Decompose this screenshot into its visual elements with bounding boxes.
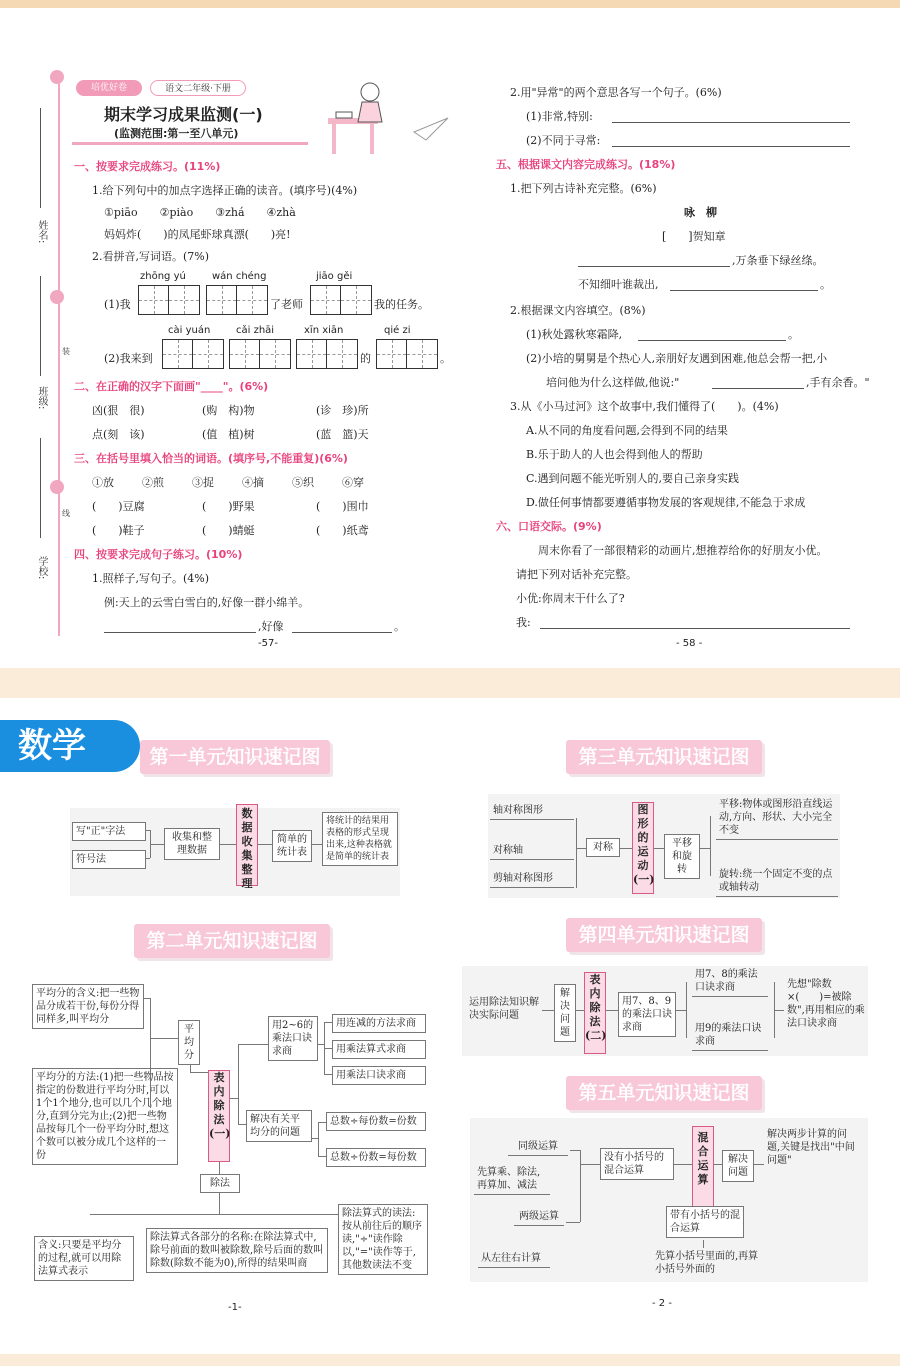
- u2-conn-18: [318, 1156, 326, 1157]
- s2-r1-c1[interactable]: 凶(狠 很): [92, 404, 145, 417]
- row2-prefix: (2)我来到: [104, 352, 153, 365]
- s4-q1: 1.照样子,写句子。(4%): [92, 572, 210, 585]
- s4-answer-blank-2[interactable]: [292, 632, 392, 633]
- s3-r1-c1[interactable]: ( )豆腐: [92, 500, 145, 513]
- s1-q1: 1.给下列句中的加点字选择正确的读音。(填序号)(4%): [92, 184, 358, 197]
- u3-conn-6: [700, 848, 710, 849]
- u3-node-rotate-def: 旋转:绕一个固定不变的点或轴转动: [716, 866, 838, 897]
- s2-r1-c2[interactable]: (购 构)物: [202, 404, 255, 417]
- u2-node-average-method: 平均分的方法:(1)把一些物品按指定的份数进行平均分时,可以1个1个地分,也可以几个几个地分,直到分完为止;(2)把一些物品按每几个一份平均分时,想这个数可以被分成几个这样的一份: [32, 1068, 178, 1165]
- s6-title: 六、口语交际。(9%): [496, 520, 602, 533]
- s5-q2-1-blank[interactable]: [638, 340, 786, 341]
- u3-center: 图形的运动(一): [632, 802, 654, 894]
- u5-node-left-to-right: 从左往右计算: [478, 1250, 550, 1268]
- unit5-title: 第五单元知识速记图: [566, 1076, 762, 1110]
- u5-conn-5: [674, 1164, 692, 1165]
- page-number-58: - 58 -: [676, 638, 703, 649]
- poem-author[interactable]: [ ]贺知章: [662, 230, 726, 243]
- u2-conn-4: [190, 1064, 191, 1072]
- u2-node-division: 除法: [200, 1174, 240, 1193]
- s3-r1-c3[interactable]: ( )围巾: [316, 500, 369, 513]
- math-mindmap-spread: [0, 698, 900, 1354]
- u5-node-solve: 解决问题: [722, 1150, 754, 1182]
- u2-conn-1: [150, 998, 151, 1108]
- s3-opt-1: ①放: [92, 476, 114, 489]
- u5-conn-7: [754, 1164, 764, 1165]
- u2-center: 表内除法(一): [208, 1070, 230, 1162]
- s6-dialog-me: 我:: [516, 616, 531, 629]
- s1-title: 一、按要求完成练习。(11%): [74, 160, 221, 173]
- u1-node-tally: 写"正"字法: [72, 822, 146, 841]
- u1-node-collect: 收集和整理数据: [164, 828, 220, 860]
- unit3-title: 第三单元知识速记图: [566, 740, 762, 774]
- writing-grid-5[interactable]: [229, 339, 291, 369]
- writing-grid-7[interactable]: [376, 339, 438, 369]
- u1-node-definition: 将统计的结果用表格的形式呈现出来,这种表格就是简单的统计表: [322, 812, 398, 866]
- unit1-title: 第一单元知识速记图: [140, 740, 330, 774]
- class-label: 班级:: [36, 386, 47, 410]
- poem-line2-end: 。: [820, 278, 831, 291]
- header-tag-grade: 语文二年级·下册: [150, 80, 246, 96]
- name-field-line[interactable]: [40, 108, 41, 208]
- u2-formula-2: 总数÷份数=每份数: [326, 1148, 426, 1167]
- u4-node-apply: 运用除法知识解决实际问题: [469, 997, 539, 1021]
- r-q2-2-blank[interactable]: [612, 146, 850, 147]
- s5-q3-option-d[interactable]: D.做任何事情都要遵循事物发展的客观规律,不能急于求成: [526, 496, 806, 509]
- u2-conn-8: [238, 1044, 268, 1045]
- u1-conn-3: [146, 858, 150, 859]
- poem-line1: ,万条垂下绿丝绦。: [732, 254, 824, 267]
- s3-r1-c2[interactable]: ( )野果: [202, 500, 255, 513]
- cut-mark-2: 线: [62, 509, 70, 518]
- u5-center: 混合运算: [692, 1126, 714, 1214]
- poem-title: 咏 柳: [684, 206, 717, 219]
- u3-conn-1: [576, 818, 577, 888]
- s5-q3-option-b[interactable]: B.乐于助人的人也会得到他人的帮助: [526, 448, 703, 461]
- poem-line2: 不知细叶谁裁出,: [578, 278, 659, 291]
- s5-title: 五、根据课文内容完成练习。(18%): [496, 158, 676, 171]
- s4-blank-end: 。: [394, 620, 405, 633]
- u3-node-translate-def: 平移:物体或图形沿直线运动,方向、形状、大小完全不变: [716, 796, 838, 840]
- u5-node-multiply-first: 先算乘、除法,再算加、减法: [474, 1164, 550, 1195]
- u3-node-axis: 对称轴: [490, 842, 574, 860]
- pinyin-3: jiāo gěi: [316, 271, 353, 282]
- u2-node-average-def: 平均分的含义:把一些物品分成若干份,每份分得同样多,叫平均分: [32, 984, 144, 1029]
- u2-conn-16: [312, 1138, 318, 1139]
- u2-formula-1: 总数÷每份数=份数: [326, 1112, 426, 1131]
- s6-answer-blank[interactable]: [540, 628, 850, 629]
- subject-banner-math: 数学: [0, 720, 140, 772]
- pinyin-2: wán chéng: [212, 271, 267, 282]
- u2-conn-3: [150, 1038, 178, 1039]
- pinyin-7: qié zi: [384, 325, 411, 336]
- u2-node-subtract: 用连减的方法求商: [332, 1014, 426, 1033]
- u2-conn-11: [318, 1044, 324, 1045]
- chinese-exam-spread: [0, 8, 900, 668]
- binding-line: [58, 76, 60, 636]
- u5-conn-4: [580, 1164, 600, 1165]
- s5-q2-2a: (2)小培的舅舅是个热心人,亲朋好友遇到困难,他总会帮一把,小: [526, 352, 828, 365]
- u2-node-pingjunfen: 平均分: [178, 1020, 200, 1065]
- u5-node-bracket-first: 先算小括号里面的,再算小括号外面的: [655, 1251, 759, 1275]
- u2-node-table-quotient: 用2~6的乘法口诀求商: [268, 1016, 318, 1061]
- s5-q3: 3.从《小马过河》这个故事中,我们懂得了( )。(4%): [510, 400, 779, 413]
- u4-node-78: 用7、8的乘法口诀求商: [692, 966, 768, 997]
- u2-conn-7: [238, 1044, 239, 1124]
- u2-conn-12: [324, 1022, 332, 1023]
- row1-middle: 了老师: [270, 298, 303, 311]
- pinyin-1: zhōng yú: [140, 271, 186, 282]
- s5-q1: 1.把下列古诗补充完整。(6%): [510, 182, 657, 195]
- row2-middle: 的: [360, 352, 371, 365]
- school-label: 学校:: [36, 556, 47, 580]
- cut-mark-1: 装: [62, 347, 70, 356]
- title-underline: [72, 142, 308, 145]
- exam-subtitle: (监测范围:第一至八单元): [114, 127, 239, 140]
- s1-q1-sentence[interactable]: 妈妈炸( )的凤尾虾球真漂( )亮!: [104, 228, 291, 241]
- u3-node-axis-figure: 轴对称图形: [490, 802, 574, 820]
- u2-conn-20: [219, 1192, 220, 1214]
- u2-conn-19: [219, 1162, 220, 1174]
- header-tag-brand: 培优好卷: [76, 80, 142, 96]
- u4-node-solve: 解决问题: [554, 984, 576, 1042]
- s6-para1: 周末你看了一部很精彩的动画片,想推荐给你的好朋友小优。: [538, 544, 828, 557]
- s5-q2-2c: ,手有余香。": [806, 376, 870, 389]
- unit4-title: 第四单元知识速记图: [566, 918, 762, 952]
- pinyin-4: cài yuán: [168, 325, 211, 336]
- s2-r2-c1[interactable]: 点(刻 该): [92, 428, 145, 441]
- writing-grid-1[interactable]: [138, 285, 200, 315]
- u3-conn-3: [620, 848, 632, 849]
- u2-conn-15: [318, 1122, 319, 1156]
- u2-node-multiply-expr: 用乘法算式求商: [332, 1040, 426, 1059]
- s3-title: 三、在括号里填入恰当的词语。(填序号,不能重复)(6%): [74, 452, 348, 465]
- unit2-title: 第二单元知识速记图: [134, 924, 330, 958]
- u3-conn-2: [576, 848, 586, 849]
- page-number-2: - 2 -: [652, 1298, 672, 1309]
- u2-conn-5: [190, 1072, 208, 1073]
- u5-conn-2: [570, 1150, 580, 1151]
- r-q2-2: (2)不同于寻常:: [526, 134, 601, 147]
- u4-center: 表内除法(二): [584, 972, 606, 1054]
- u1-conn-5: [220, 844, 236, 845]
- top-band: [0, 0, 900, 8]
- u5-conn-6: [714, 1164, 722, 1165]
- u1-conn-7: [312, 844, 322, 845]
- s3-opt-5: ⑤织: [292, 476, 314, 489]
- u4-node-9: 用9的乘法口诀求商: [692, 1020, 768, 1051]
- pinyin-6: xīn xiān: [304, 325, 344, 336]
- u3-node-translate-rotate: 平移和旋转: [664, 834, 700, 879]
- row1-suffix: 我的任务。: [374, 298, 429, 311]
- u3-node-symmetry: 对称: [586, 838, 620, 857]
- s3-r2-c1[interactable]: ( )鞋子: [92, 524, 145, 537]
- s2-title: 二、在正确的汉字下面画"____"。(6%): [74, 380, 269, 393]
- u5-node-no-bracket: 没有小括号的混合运算: [600, 1148, 674, 1180]
- u1-conn-2: [146, 830, 150, 831]
- s5-q2-2b: 培问他为什么这样做,他说:": [546, 376, 680, 389]
- s3-opt-3: ③捉: [192, 476, 214, 489]
- u5-conn-3: [566, 1222, 580, 1223]
- u5-node-with-bracket: 带有小括号的混合运算: [666, 1206, 744, 1238]
- s1-q1-options: ①piāo ②piào ③zhá ④zhà: [104, 206, 296, 219]
- s5-q3-option-a[interactable]: A.从不同的角度看问题,会得到不同的结果: [526, 424, 728, 437]
- s4-answer-blank-1[interactable]: [104, 632, 256, 633]
- page-number-1: -1-: [228, 1302, 242, 1313]
- u2-conn-6: [230, 1098, 238, 1099]
- name-label: 姓名:: [36, 220, 47, 244]
- row1-prefix: (1)我: [104, 298, 131, 311]
- class-field-line[interactable]: [40, 276, 41, 376]
- s3-opt-2: ②煎: [142, 476, 164, 489]
- u4-node-method: 先想"除数×( )=被除数",再用相应的乘法口诀求商: [787, 979, 865, 1029]
- u2-node-names: 除法算式各部分的名称:在除法算式中,除号前面的数叫被除数,除号后面的数叫除数(除数不能为0),所得的结果叫商: [146, 1228, 328, 1273]
- u5-conn-9: [703, 1240, 704, 1248]
- r-q2: 2.用"异常"的两个意思各写一个句子。(6%): [510, 86, 722, 99]
- row2-suffix: 。: [440, 352, 451, 365]
- u4-conn-5: [676, 1010, 686, 1011]
- u4-conn-7: [774, 1010, 784, 1011]
- s5-q3-option-c[interactable]: C.遇到问题不能光听别人的,要自己亲身实践: [526, 472, 740, 485]
- u4-conn-1: [542, 1010, 554, 1011]
- s4-blank-mid: ,好像: [258, 620, 284, 633]
- u2-conn-2: [144, 998, 150, 999]
- u2-node-meaning: 含义:只要是平均分的过程,就可以用除法算式表示: [34, 1236, 134, 1281]
- s1-q2: 2.看拼音,写词语。(7%): [92, 250, 210, 263]
- s4-example: 例:天上的云雪白雪白的,好像一群小绵羊。: [104, 596, 310, 609]
- u2-conn-14: [324, 1074, 332, 1075]
- writing-grid-3[interactable]: [310, 285, 372, 315]
- u5-node-same-level: 同级运算: [508, 1138, 568, 1156]
- r-q2-1-blank[interactable]: [612, 122, 850, 123]
- u5-node-two-level: 两级运算: [514, 1208, 564, 1226]
- u1-node-symbol: 符号法: [72, 850, 146, 869]
- binding-dot-top: [50, 70, 64, 84]
- u2-conn-17: [318, 1122, 326, 1123]
- writing-grid-2[interactable]: [206, 285, 268, 315]
- s2-r2-c3[interactable]: (蓝 篮)天: [316, 428, 369, 441]
- s4-title: 四、按要求完成句子练习。(10%): [74, 548, 243, 561]
- u2-node-multiply-rhyme: 用乘法口诀求商: [332, 1066, 426, 1085]
- u2-node-solve: 解决有关平均分的问题: [246, 1110, 312, 1142]
- u4-conn-4: [686, 982, 687, 1038]
- s6-dialog-friend: 小优:你周末干什么了?: [516, 592, 625, 605]
- u2-conn-13: [324, 1048, 332, 1049]
- u1-node-table: 简单的统计表: [272, 830, 312, 862]
- u4-conn-2: [576, 1010, 584, 1011]
- binding-dot-mid: [50, 290, 64, 304]
- u1-conn-4: [150, 844, 164, 845]
- u5-node-two-step: 解决两步计算的问题,关键是找出"中间问题": [767, 1129, 855, 1166]
- poem-line2-blank[interactable]: [670, 290, 818, 291]
- poem-line1-blank[interactable]: [578, 266, 730, 267]
- writing-grid-6[interactable]: [296, 339, 358, 369]
- u4-conn-3: [606, 1010, 618, 1011]
- exam-title: 期末学习成果监测(一): [104, 105, 263, 124]
- s5-q2-2-blank[interactable]: [712, 388, 804, 389]
- binding-dot-bottom: [50, 480, 64, 494]
- bottom-band: [0, 1354, 900, 1366]
- pinyin-5: cǎi zhāi: [236, 325, 275, 336]
- student-desk-illustration: [318, 78, 458, 158]
- s2-r2-c2[interactable]: (值 植)树: [202, 428, 255, 441]
- s3-opt-6: ⑥穿: [342, 476, 364, 489]
- s5-q2: 2.根据课文内容填空。(8%): [510, 304, 646, 317]
- u3-node-cut: 剪轴对称图形: [490, 870, 574, 888]
- s5-q2-1-end: 。: [788, 328, 799, 341]
- u3-conn-4: [654, 848, 664, 849]
- u1-center: 数据收集整理: [236, 804, 258, 886]
- u3-conn-5: [710, 816, 711, 876]
- s6-para2: 请把下列对话补充完整。: [516, 568, 637, 581]
- u2-node-reading: 除法算式的读法:按从前往后的顺序读,"÷"读作除以,"="读作等于,其他数读法不变: [338, 1204, 428, 1275]
- r-q2-1: (1)非常,特别:: [526, 110, 593, 123]
- u4-node-789: 用7、8、9的乘法口诀求商: [618, 992, 676, 1037]
- u1-conn-6: [258, 844, 272, 845]
- s2-r1-c3[interactable]: (诊 珍)所: [316, 404, 369, 417]
- s5-q2-1: (1)秋处露秋寒霜降,: [526, 328, 623, 341]
- u2-conn-9: [238, 1124, 246, 1125]
- school-field-line[interactable]: [40, 438, 41, 538]
- s3-r2-c3[interactable]: ( )纸鸢: [316, 524, 369, 537]
- page-number-57: -57-: [258, 638, 278, 649]
- u5-conn-1: [580, 1150, 581, 1222]
- writing-grid-4[interactable]: [162, 339, 224, 369]
- s3-r2-c2[interactable]: ( )蜻蜓: [202, 524, 255, 537]
- s3-opt-4: ④摘: [242, 476, 264, 489]
